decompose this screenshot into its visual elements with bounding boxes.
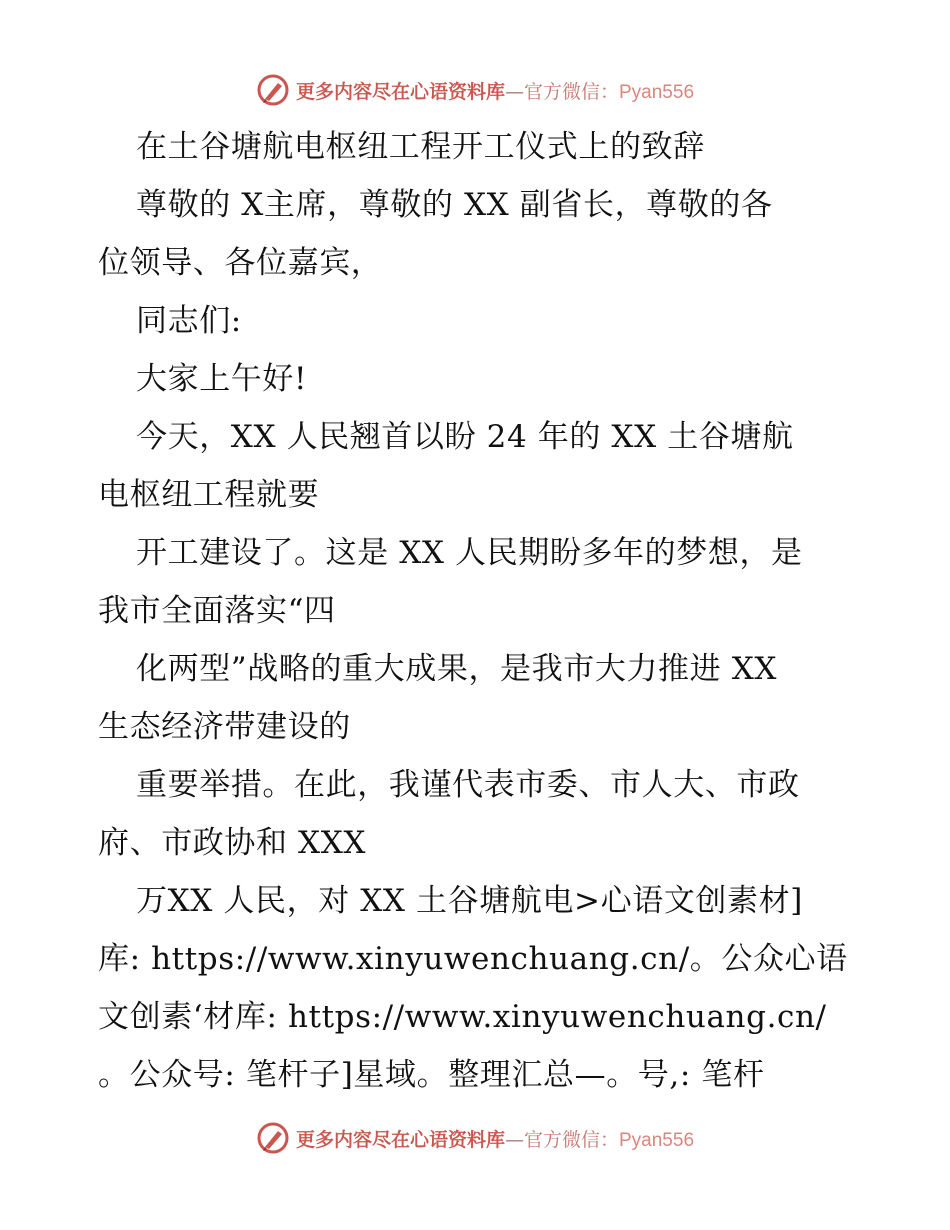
text-line: 文创素‘材库: https://www.xinyuwenchuang.cn/ — [98, 999, 827, 1035]
watermark-text: 更多内容尽在心语资料库—官方微信：Pyan556 — [295, 1128, 695, 1151]
text-line: 生态经济带建设的 — [98, 709, 351, 745]
text-line: 电枢纽工程就要 — [98, 477, 320, 513]
text-line: 库: https://www.xinyuwenchuang.cn/。公众心语 — [98, 941, 848, 977]
text-line: 尊敬的 X主席，尊敬的 XX 副省长，尊敬的各 — [136, 187, 773, 223]
text-line: 开工建设了。这是 XX 人民期盼多年的梦想，是 — [136, 535, 803, 571]
document-body — [98, 118, 858, 1104]
document-title: 在土谷塘航电枢纽工程开工仪式上的致辞 — [136, 129, 705, 165]
text-line: 同志们: — [136, 303, 242, 339]
text-line: 重要举措。在此，我谨代表市委、市人大、市政 — [136, 767, 800, 803]
text-line: 万XX 人民，对 XX 土谷塘航电>心语文创素材] — [136, 883, 803, 919]
watermark-text: 更多内容尽在心语资料库—官方微信：Pyan556 — [295, 80, 695, 103]
text-line: 府、市政协和 XXX — [98, 825, 367, 861]
text-line: 位领导、各位嘉宾， — [98, 245, 383, 281]
pen-circle-logo-icon — [256, 73, 290, 107]
header-watermark — [0, 70, 950, 110]
pen-circle-logo-icon — [256, 1121, 290, 1155]
footer-watermark — [0, 1118, 950, 1158]
text-line: 今天，XX 人民翘首以盼 24 年的 XX 土谷塘航 — [136, 419, 794, 455]
text-line: 我市全面落实“四 — [98, 593, 336, 629]
text-line: 大家上午好! — [136, 361, 308, 397]
text-line: 化两型”战略的重大成果，是我市大力推进 XX — [136, 651, 778, 687]
text-line: 。公众号: 笔杆子]星域。整理汇总—。号,: 笔杆 — [98, 1057, 765, 1093]
